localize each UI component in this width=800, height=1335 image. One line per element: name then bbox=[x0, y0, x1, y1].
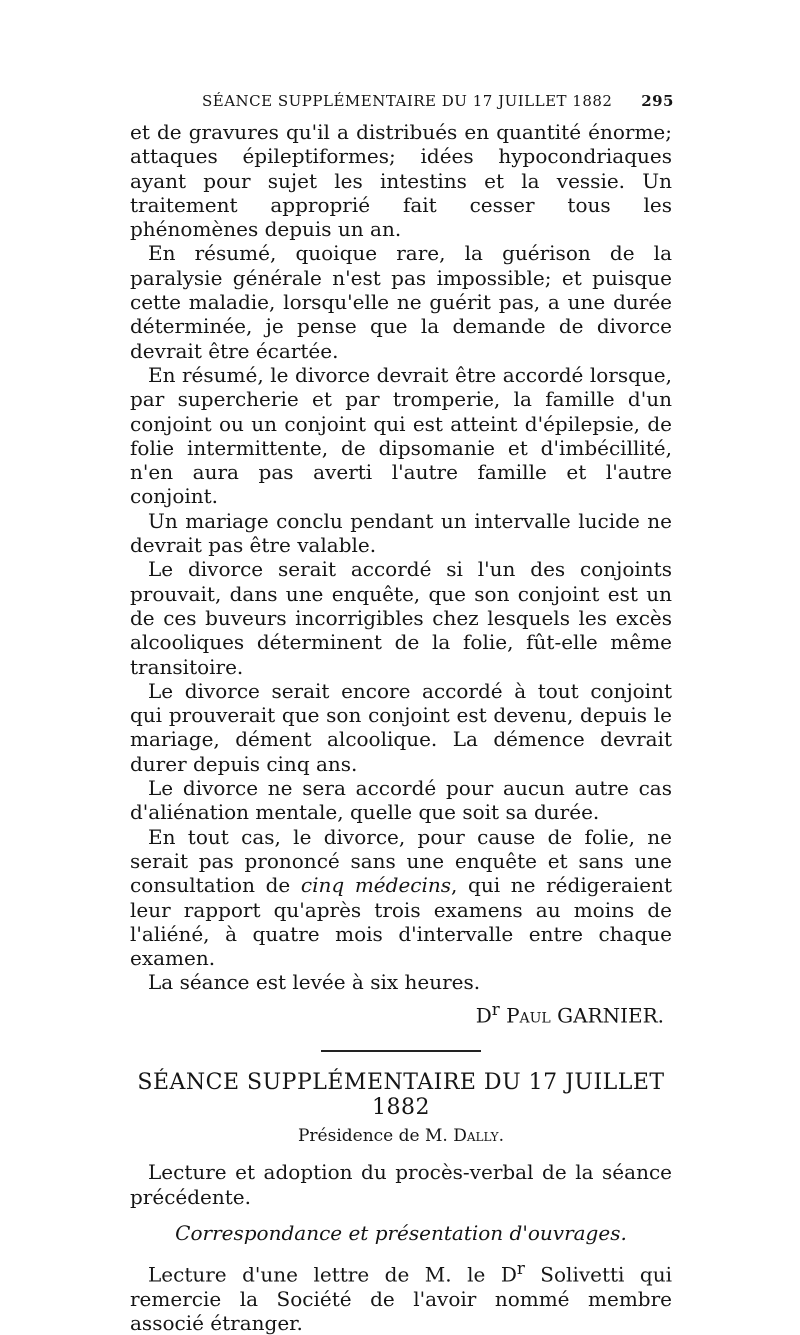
paragraph-text: Lecture d'une lettre de M. le D bbox=[148, 1262, 517, 1287]
paragraph: Le divorce serait accordé si l'un des conjoints prouvait, dans une enquête, que son conjoint est un de ces buveurs incorrigibles chez lesquels les excès alcooliques déterminent de la folie, fût-elle même transitoire. bbox=[130, 557, 672, 679]
presidency-prefix: Présidence de M. bbox=[297, 1126, 454, 1147]
paragraph: En résumé, quoique rare, la guérison de la paralysie générale n'est pas impossible; et puisque cette maladie, lorsqu'elle ne guérit pas, a une durée déterminée, je pense que la demande de divorce devrait être écartée. bbox=[130, 241, 672, 363]
paragraph: Le divorce ne sera accordé pour aucun autre cas d'aliénation mentale, quelle que soit sa durée. bbox=[130, 776, 672, 825]
section-divider bbox=[321, 1050, 481, 1052]
paragraph bbox=[130, 825, 672, 971]
document-page bbox=[130, 90, 672, 1335]
paragraph: En résumé, le divorce devrait être accordé lorsque, par supercherie et par tromperie, la famille d'un conjoint ou un conjoint qui est atteint d'épilepsie, de folie intermittente, de dipsomanie et d'imbécillité, n'en aura pas averti l'autre famille et l'autre conjoint. bbox=[130, 362, 672, 509]
paragraph: et de gravures qu'il a distribués en quantité énorme; attaques épileptiformes; idées hypocondriaques ayant pour sujet les intestins et la vessie. Un traitement approprié fait cesser tous les phénomènes depuis un an. bbox=[130, 120, 672, 242]
signature-last-name: GARNIER. bbox=[557, 1003, 664, 1028]
signature-first-name: Paul bbox=[506, 1003, 551, 1028]
paragraph-text: En tout cas, le divorce, pour cause de folie, ne serait pas prononcé sans une enquête et sans une consultation de bbox=[130, 824, 672, 898]
paragraph-text: Solivetti qui remercie la Société de l'avoir nommé membre associé étranger. bbox=[130, 1262, 673, 1335]
emphasis-text: cinq médecins bbox=[300, 873, 452, 898]
body-text bbox=[130, 120, 672, 995]
section-title: SÉANCE SUPPLÉMENTAIRE DU 17 JUILLET 1882 bbox=[137, 1070, 665, 1121]
session-body bbox=[130, 1257, 672, 1335]
paragraph: Lecture et adoption du procès-verbal de la séance précédente. bbox=[130, 1160, 672, 1209]
session-body bbox=[130, 1160, 672, 1209]
paragraph bbox=[130, 1257, 672, 1335]
page-number: 295 bbox=[641, 92, 674, 110]
closing-line: La séance est levée à six heures. bbox=[148, 970, 481, 995]
signature-title-sup: r bbox=[491, 999, 500, 1019]
title-sup: r bbox=[516, 1258, 525, 1278]
running-header bbox=[130, 90, 672, 120]
paragraph: Un mariage conclu pendant un intervalle lucide ne devrait pas être valable. bbox=[130, 508, 672, 558]
sub-heading: Correspondance et présentation d'ouvrages. bbox=[175, 1220, 627, 1245]
signature bbox=[130, 997, 672, 1029]
paragraph: Le divorce serait encore accordé à tout conjoint qui prouverait que son conjoint est devenu, depuis le mariage, dément alcoolique. La démence devrait durer depuis cinq ans. bbox=[130, 678, 672, 776]
signature-title: D bbox=[475, 1003, 492, 1028]
president-name: Dally. bbox=[453, 1126, 505, 1147]
running-title: SÉANCE SUPPLÉMENTAIRE DU 17 JUILLET 1882 bbox=[202, 92, 613, 110]
paragraph-text: , qui ne rédigeraient leur rapport qu'après trois examens au moins de l'aliéné, à quatre mois d'intervalle entre chaque examen. bbox=[130, 873, 672, 971]
presidency-line bbox=[130, 1126, 672, 1146]
